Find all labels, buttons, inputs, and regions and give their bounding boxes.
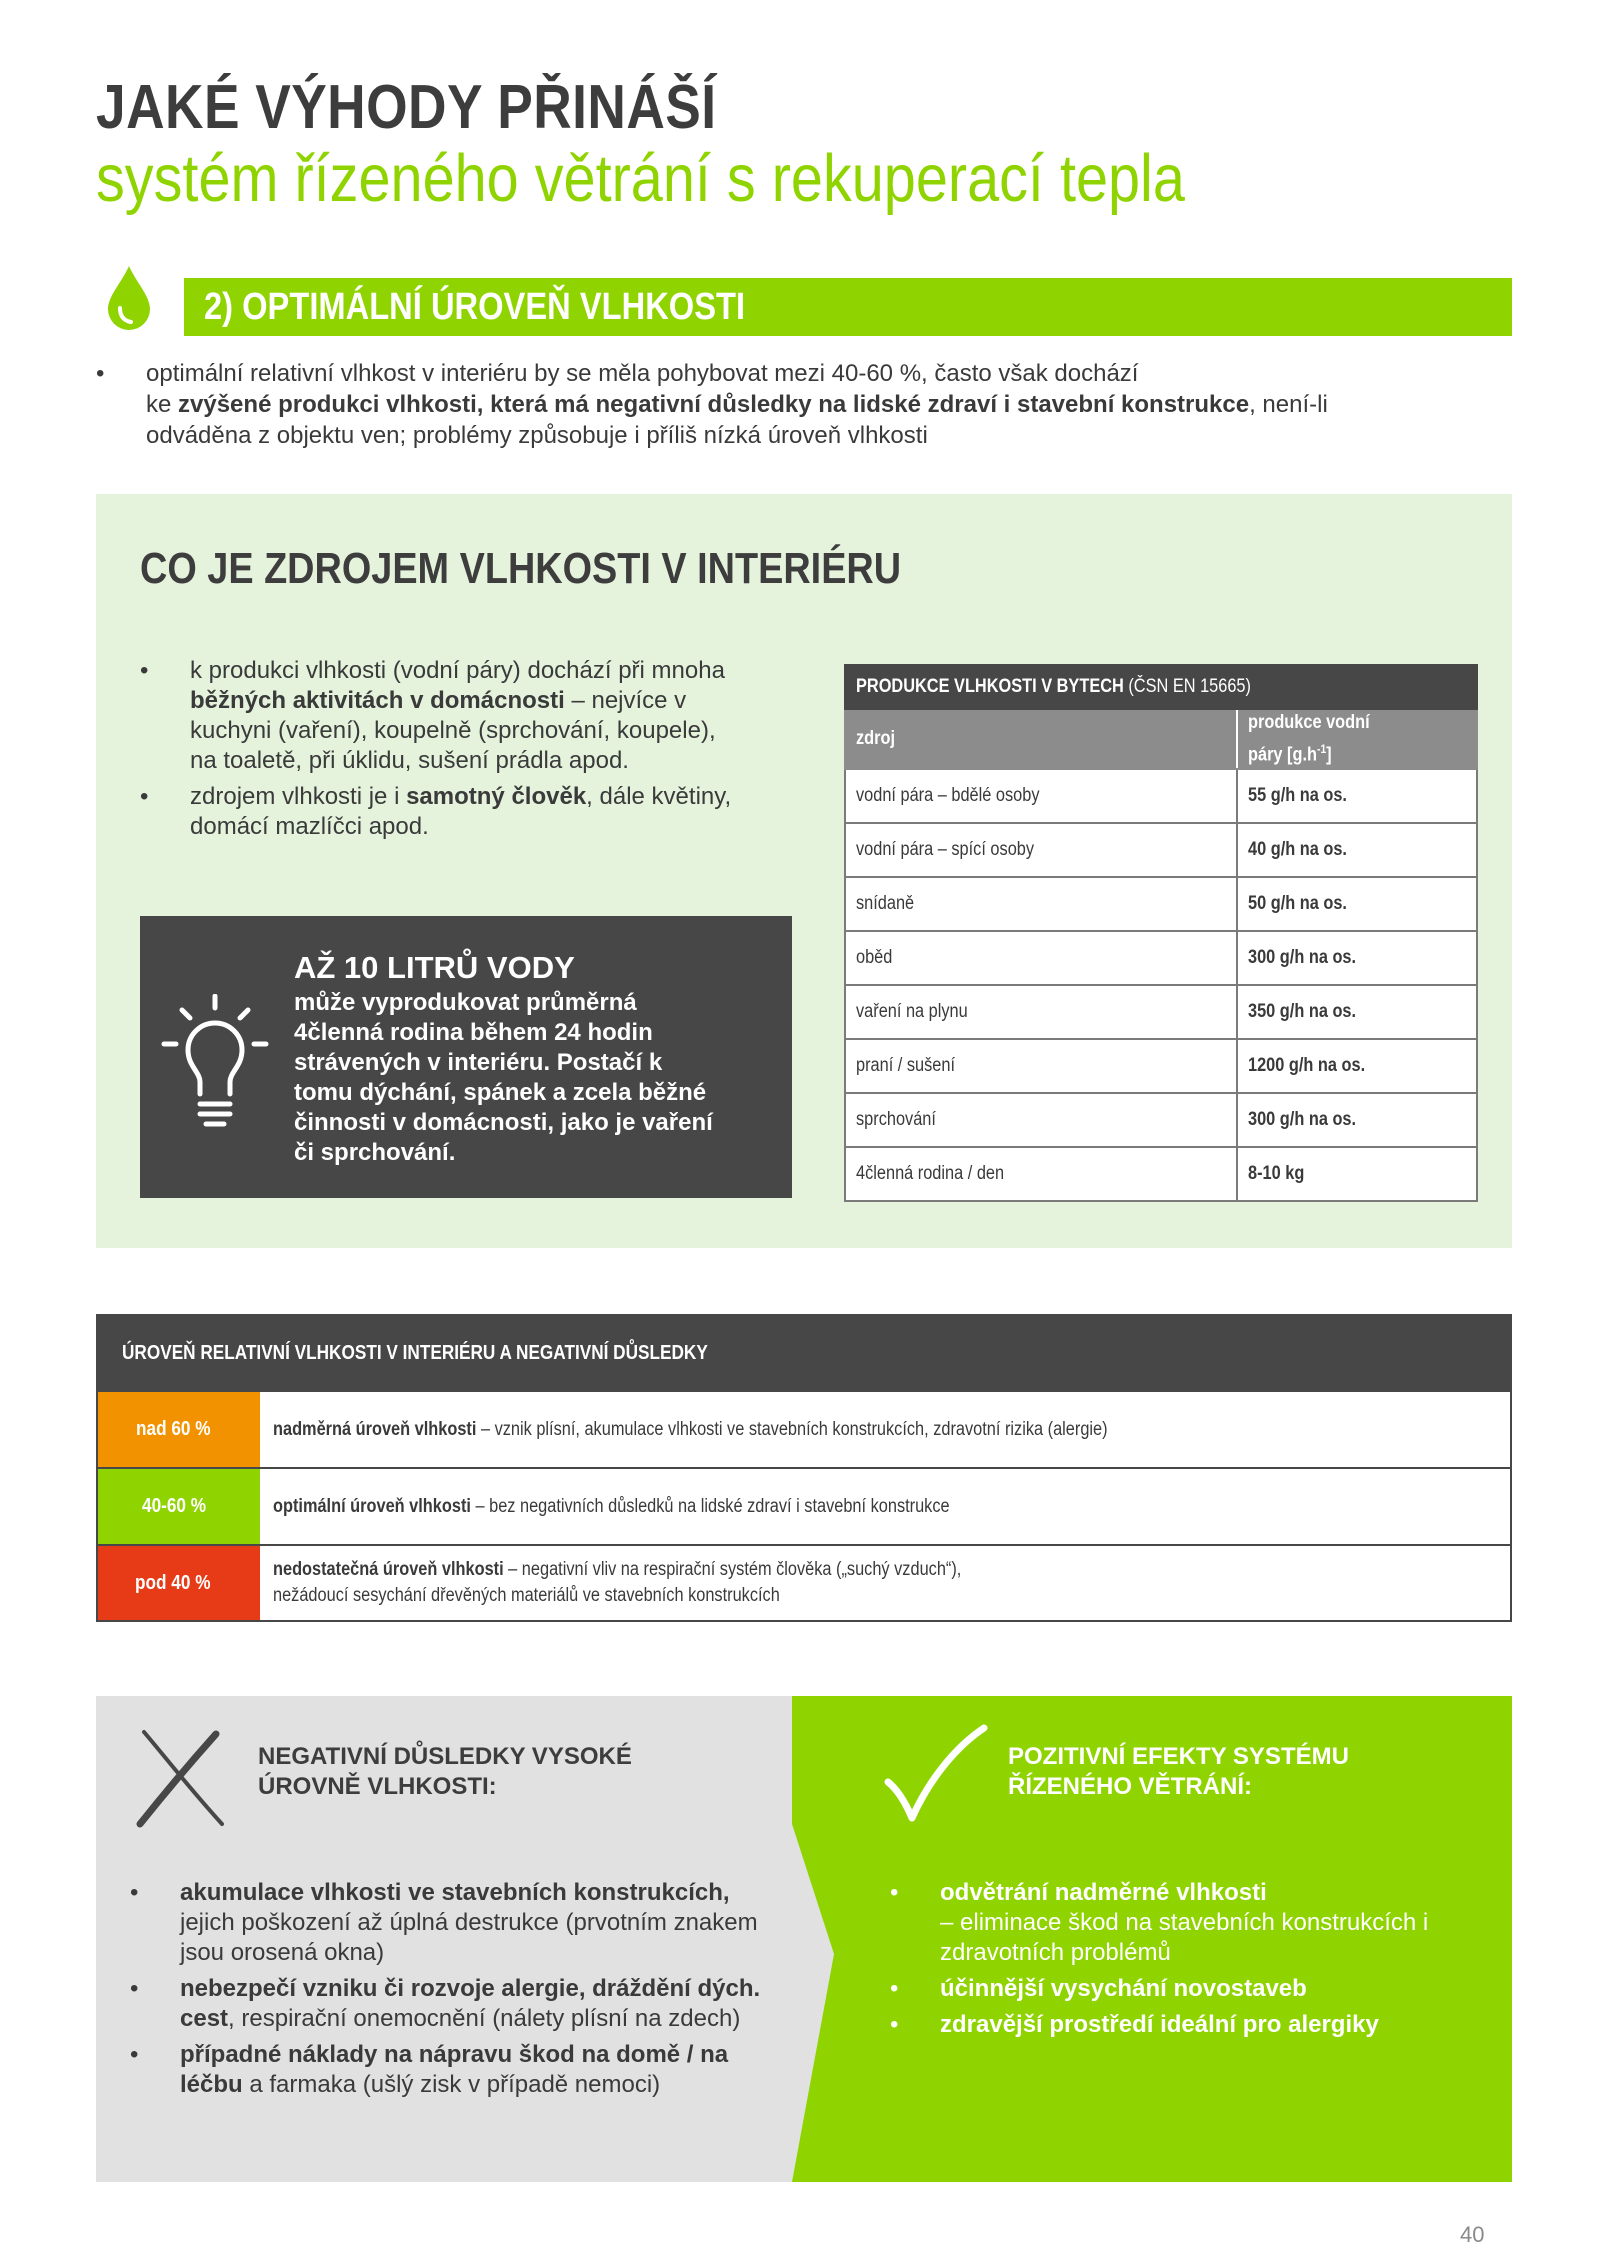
sources-heading: CO JE ZDROJEM VLHKOSTI V INTERIÉRU [140, 544, 902, 593]
table-row: oběd 300 g/h na os. [845, 931, 1477, 985]
humidity-levels-table [96, 1314, 1512, 1622]
level-badge-optimal: 40-60 % [98, 1469, 260, 1544]
table-row: sprchování 300 g/h na os. [845, 1093, 1477, 1147]
intro-emphasis: zvýšené produkci vlhkosti, která má negativní důsledky na lidské zdraví i stavební konstrukce [178, 391, 1250, 418]
level-badge-high: nad 60 % [98, 1392, 260, 1467]
table-header-row: zdroj produkce vodní páry $[g.h^{-1}]$ [845, 709, 1477, 769]
section-title: 2) OPTIMÁLNÍ ÚROVEŇ VLHKOSTI [204, 286, 746, 328]
lightbulb-icon [160, 994, 270, 1134]
positives-list [890, 1878, 1490, 2046]
negatives-heading: NEGATIVNÍ DŮSLEDKY VYSOKÉ ÚROVNĚ VLHKOSTI: [258, 1743, 632, 1800]
page-subtitle: systém řízeného větrání s rekuperací tepla [96, 141, 1185, 216]
list-item: • k produkci vlhkosti (vodní páry) dochází při mnoha běžných aktivitách v domácnosti – nejvíce v kuchyni (vaření), koupelně (sprchování, koupele), na toaletě, při úklidu, sušení prádla apod. [140, 657, 725, 774]
table-row: 40-60 % optimální úroveň vlhkosti – bez negativních důsledků na lidské zdraví i stavební konstrukce [98, 1467, 1510, 1544]
cross-icon [136, 1728, 226, 1828]
negatives-list [130, 1878, 770, 2106]
table-row: vodní pára – bdělé osoby 55 g/h na os. [845, 769, 1477, 823]
sources-list [140, 656, 740, 848]
table-row: 4členná rodina / den 8-10 kg [845, 1147, 1477, 1201]
level-badge-low: pod 40 % [98, 1546, 260, 1620]
table-row: pod 40 % nedostatečná úroveň vlhkosti – negativní vliv na respirační systém člověka („suchý vzduch“), nežádoucí sesychání dřevěných materiálů ve stavebních konstrukcích [98, 1544, 1510, 1620]
callout-body: může vyprodukovat průměrná 4členná rodina během 24 hodin strávených v interiéru. Postačí k tomu dýchání, spánek a zcela běžné činnosti v domácnosti, jako je vaření či sprchování. [294, 989, 713, 1166]
list-item: • účinnější vysychání novostaveb [890, 1975, 1307, 2002]
checkmark-icon [884, 1724, 988, 1824]
water-drop-icon [104, 264, 154, 332]
table-title-row: PRODUKCE VLHKOSTI V BYTECH (ČSN EN 15665) [845, 665, 1477, 709]
callout-text [294, 948, 714, 1168]
section-title-bar [184, 278, 1512, 336]
list-item: • akumulace vlhkosti ve stavebních konstrukcích, jejich poškození až úplná destrukce (prvotním znakem jsou orosená okna) [130, 1879, 758, 1966]
list-item: • případné náklady na nápravu škod na domě / na léčbu a farmaka (ušlý zisk v případě nemoci) [130, 2041, 729, 2098]
page-number: 40 [1460, 2222, 1485, 2247]
page-title: JAKÉ VÝHODY PŘINÁŠÍ [96, 73, 717, 142]
table-title-row: ÚROVEŇ RELATIVNÍ VLHKOSTI V INTERIÉRU A NEGATIVNÍ DŮSLEDKY [98, 1316, 1510, 1390]
list-item: • zdrojem vlhkosti je i samotný člověk, dále květiny, domácí mazlíčci apod. [140, 783, 732, 840]
table-row: praní / sušení 1200 g/h na os. [845, 1039, 1477, 1093]
production-table [844, 664, 1478, 1202]
table-row: vaření na plynu 350 g/h na os. [845, 985, 1477, 1039]
intro-text: optimální relativní vlhkost v interiéru by se měla pohybovat mezi 40-60 %, často však dochází [146, 360, 1139, 387]
positives-heading: POZITIVNÍ EFEKTY SYSTÉMU ŘÍZENÉHO VĚTRÁNÍ: [1008, 1743, 1349, 1800]
table-row: snídaně 50 g/h na os. [845, 877, 1477, 931]
list-item: • odvětrání nadměrné vlhkosti – eliminace škod na stavebních konstrukcích i zdravotních problémů [890, 1879, 1429, 1966]
callout-headline: AŽ 10 LITRŮ VODY [294, 950, 575, 985]
list-item: • zdravější prostředí ideální pro alergiky [890, 2011, 1379, 2038]
table-row: vodní pára – spící osoby 40 g/h na os. [845, 823, 1477, 877]
table-row: nad 60 % nadměrná úroveň vlhkosti – vznik plísní, akumulace vlhkosti ve stavebních konstrukcích, zdravotní rizika (alergie) [98, 1390, 1510, 1467]
list-item: • nebezpečí vzniku či rozvoje alergie, dráždění dých. cest, respirační onemocnění (nálety plísní na zdech) [130, 1975, 761, 2032]
